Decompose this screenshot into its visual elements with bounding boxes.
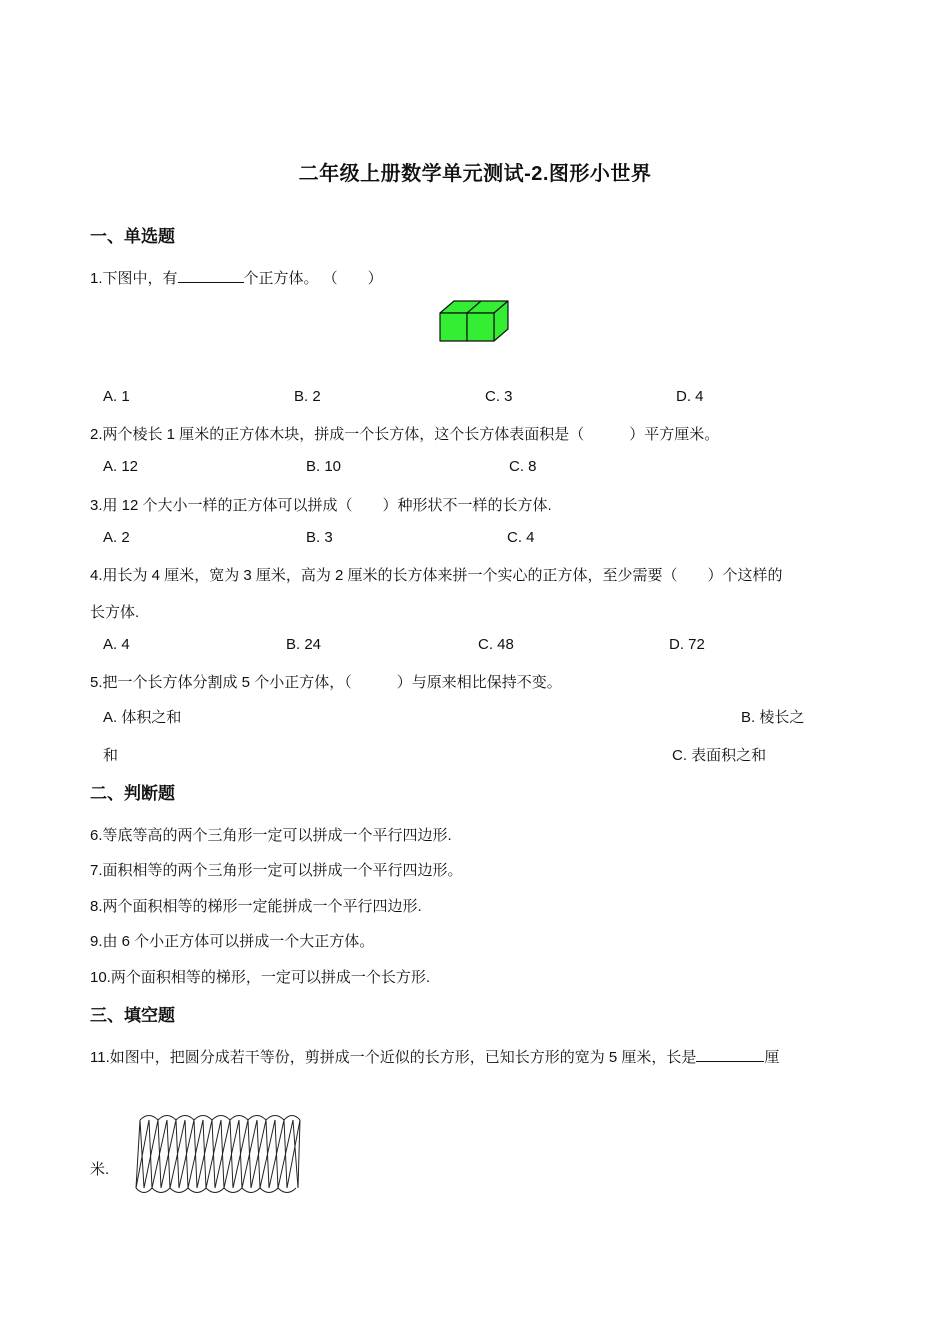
question-9: 9.由 6 个小正方体可以拼成一个大正方体。 — [90, 933, 375, 950]
q1-option-d[interactable]: D. 4 — [676, 388, 704, 405]
question-2: 2.两个棱长 1 厘米的正方体木块，拼成一个长方体，这个长方体表面积是（ ）平方厘米。 — [90, 426, 720, 443]
q2-option-c[interactable]: C. 8 — [509, 458, 537, 475]
q4-option-a[interactable]: A. 4 — [103, 636, 130, 653]
q1-option-b[interactable]: B. 2 — [294, 388, 321, 405]
q2-option-b[interactable]: B. 10 — [306, 458, 342, 475]
circle-to-rectangle-figure — [132, 1112, 304, 1198]
q2-option-a[interactable]: A. 12 — [103, 458, 139, 475]
page-title: 二年级上册数学单元测试-2.图形小世界 — [298, 163, 652, 185]
section-heading-true-false: 二、判断题 — [90, 784, 175, 803]
question-11-prefix: 11.如图中，把圆分成若干等份，剪拼成一个近似的长方形，已知长方形的宽为 5 厘米，长是 — [90, 1049, 697, 1066]
answer-blank[interactable] — [178, 268, 244, 283]
question-3: 3.用 12 个大小一样的正方体可以拼成（ ）种形状不一样的长方体. — [90, 497, 552, 514]
q1-option-c[interactable]: C. 3 — [485, 388, 513, 405]
q1-option-a[interactable]: A. 1 — [103, 388, 130, 405]
q5-option-b[interactable]: B. 棱长之 — [741, 709, 805, 726]
q5-option-c[interactable]: C. 表面积之和 — [672, 747, 767, 764]
q4-option-d[interactable]: D. 72 — [669, 636, 705, 653]
q5-option-b-continued[interactable]: 和 — [103, 747, 119, 764]
question-6: 6.等底等高的两个三角形一定可以拼成一个平行四边形. — [90, 827, 452, 844]
question-7: 7.面积相等的两个三角形一定可以拼成一个平行四边形。 — [90, 862, 463, 879]
question-8: 8.两个面积相等的梯形一定能拼成一个平行四边形. — [90, 898, 422, 915]
q4-option-b[interactable]: B. 24 — [286, 636, 322, 653]
question-11 — [90, 1046, 779, 1067]
q4-option-c[interactable]: C. 48 — [478, 636, 514, 653]
q3-option-c[interactable]: C. 4 — [507, 529, 535, 546]
section-heading-fill-in: 三、填空题 — [90, 1006, 175, 1025]
question-4-line-1: 4.用长为 4 厘米，宽为 3 厘米，高为 2 厘米的长方体来拼一个实心的正方体，至少需要（ ）个这样的 — [90, 567, 783, 584]
two-cubes-figure — [438, 300, 510, 342]
question-11-suffix: 厘 — [764, 1049, 780, 1066]
answer-blank[interactable] — [696, 1047, 764, 1062]
question-4-line-2: 长方体. — [90, 604, 140, 621]
q3-option-a[interactable]: A. 2 — [103, 529, 130, 546]
question-1 — [90, 267, 383, 288]
q3-option-b[interactable]: B. 3 — [306, 529, 333, 546]
q5-option-a[interactable]: A. 体积之和 — [103, 709, 182, 726]
section-heading-single-choice: 一、单选题 — [90, 227, 175, 246]
question-5: 5.把一个长方体分割成 5 个小正方体，（ ）与原来相比保持不变。 — [90, 674, 562, 691]
question-1-suffix: 个正方体。 （ ） — [243, 270, 383, 287]
question-11-line-2: 米. — [90, 1161, 110, 1178]
question-1-prefix: 1.下图中，有 — [90, 270, 178, 287]
question-10: 10.两个面积相等的梯形，一定可以拼成一个长方形. — [90, 969, 431, 986]
